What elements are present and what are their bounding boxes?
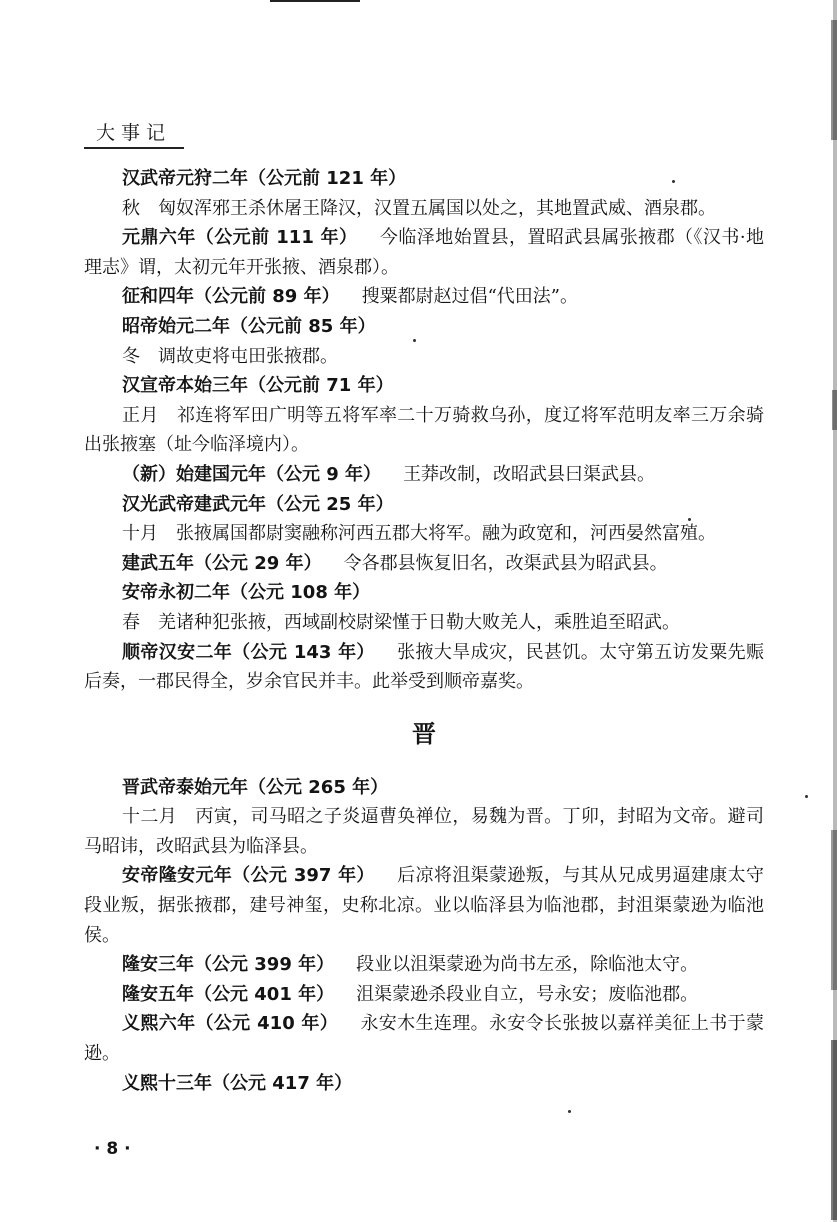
top-rule bbox=[270, 0, 360, 2]
entry-year: 安帝隆安元年（公元 397 年） bbox=[122, 865, 375, 887]
chronicle-entry bbox=[84, 519, 764, 549]
chronicle-entry bbox=[84, 578, 764, 608]
entry-year: 汉光武帝建武元年（公元 25 年） bbox=[122, 493, 394, 515]
chronicle-entry bbox=[84, 1009, 764, 1068]
entry-text: 段业以沮渠蒙逊为尚书左丞，除临池太守。 bbox=[356, 954, 699, 976]
scan-speck bbox=[688, 518, 691, 521]
entry-text: 后凉将沮渠蒙逊叛，与其从兄成男逼建康太守段业叛，据张掖郡，建号神玺，史称北凉。业以临泽县为临池郡，封沮渠蒙逊为临池侯。 bbox=[84, 865, 765, 946]
chronicle-entry bbox=[84, 490, 764, 520]
entry-year: 建武五年（公元 29 年） bbox=[122, 552, 322, 574]
entry-year: 汉宣帝本始三年（公元前 71 年） bbox=[122, 375, 394, 397]
chronicle-entry bbox=[84, 371, 764, 401]
entry-text: 冬 调故吏将屯田张掖郡。 bbox=[122, 345, 338, 367]
entry-text: 令各郡县恢复旧名，改渠武县为昭武县。 bbox=[343, 552, 668, 574]
entry-year: 昭帝始元二年（公元前 85 年） bbox=[122, 315, 376, 337]
scan-edge-shadow bbox=[827, 0, 837, 1222]
scan-speck bbox=[413, 339, 416, 342]
chronicle-entry bbox=[84, 312, 764, 342]
chronicle-entry bbox=[84, 194, 764, 224]
chronicle-entry bbox=[84, 773, 764, 803]
entry-text: 正月 祁连将军田广明等五将军率二十万骑救乌孙，度辽将军范明友率三万余骑出张掖塞（址今临泽境内）。 bbox=[84, 404, 764, 456]
scan-speck bbox=[672, 180, 675, 183]
entry-year: 隆安三年（公元 399 年） bbox=[122, 954, 335, 976]
entry-text: 十二月 丙寅，司马昭之子炎逼曹奂禅位，易魏为晋。丁卯，封昭为文帝。避司马昭讳，改昭武县为临泽县。 bbox=[84, 806, 764, 857]
entry-year: 征和四年（公元前 89 年） bbox=[122, 286, 340, 308]
chronicle-entry bbox=[84, 460, 764, 490]
entry-year: 汉武帝元狩二年（公元前 121 年） bbox=[122, 168, 407, 189]
scan-speck bbox=[568, 1110, 571, 1113]
entry-year: 元鼎六年（公元前 111 年） bbox=[122, 227, 358, 249]
chronicle-entry bbox=[84, 342, 764, 372]
entry-year: 义熙十三年（公元 417 年） bbox=[122, 1072, 353, 1094]
entry-year: 义熙六年（公元 410 年） bbox=[122, 1013, 339, 1035]
chronicle-entry bbox=[84, 549, 764, 579]
entry-text: 张掖大旱成灾，民甚饥。太守第五访发粟先赈后奏，一郡民得全，岁余官民并丰。此举受到顺帝嘉奖。 bbox=[84, 641, 765, 693]
page-number: · 8 · bbox=[94, 1139, 131, 1159]
chronicle-entry bbox=[84, 1069, 764, 1099]
han-entries bbox=[84, 164, 764, 697]
jin-entries bbox=[84, 773, 764, 1099]
scan-speck bbox=[805, 795, 808, 798]
entry-year: （新）始建国元年（公元 9 年） bbox=[122, 463, 382, 485]
entry-year: 顺帝汉安二年（公元 143 年） bbox=[122, 641, 375, 663]
chronicle-entry bbox=[84, 950, 764, 980]
chronicle-entry bbox=[84, 861, 764, 950]
section-heading: 晋 bbox=[412, 719, 436, 748]
entry-text: 十月 张掖属国都尉窦融称河西五郡大将军。融为政宽和，河西晏然富殖。 bbox=[122, 523, 716, 545]
entry-year: 晋武帝泰始元年（公元 265 年） bbox=[122, 776, 389, 798]
entry-text: 沮渠蒙逊杀段业自立，号永安；废临池郡。 bbox=[356, 983, 699, 1005]
chronicle-entry bbox=[84, 638, 764, 697]
main-text bbox=[84, 164, 764, 1098]
entry-text: 今临泽地始置县，置昭武县属张掖郡（《汉书·地理志》谓，太初元年开张掖、酒泉郡）。 bbox=[84, 227, 764, 278]
chronicle-entry bbox=[84, 608, 764, 638]
entry-year: 隆安五年（公元 401 年） bbox=[122, 983, 335, 1005]
entry-year: 安帝永初二年（公元 108 年） bbox=[122, 582, 371, 604]
entry-text: 秋 匈奴浑邪王杀休屠王降汉，汉置五属国以处之，其地置武威、酒泉郡。 bbox=[122, 197, 716, 219]
entry-text: 王莽改制，改昭武县曰渠武县。 bbox=[403, 463, 656, 485]
chronicle-entry bbox=[84, 980, 764, 1010]
header-underline bbox=[84, 147, 184, 149]
entry-text: 春 羌诸种犯张掖，西域副校尉梁慬于日勒大败羌人，乘胜追至昭武。 bbox=[122, 611, 680, 633]
chronicle-entry bbox=[84, 401, 764, 460]
chronicle-entry bbox=[84, 802, 764, 861]
chronicle-entry bbox=[84, 223, 764, 282]
entry-text: 永安木生连理。永安令长张披以嘉祥美征上书于蒙逊。 bbox=[84, 1013, 765, 1065]
entry-text: 搜粟都尉赵过倡“代田法”。 bbox=[361, 286, 578, 308]
chronicle-entry bbox=[84, 164, 764, 194]
chronicle-entry bbox=[84, 282, 764, 312]
running-header: 大事记 bbox=[96, 122, 172, 144]
